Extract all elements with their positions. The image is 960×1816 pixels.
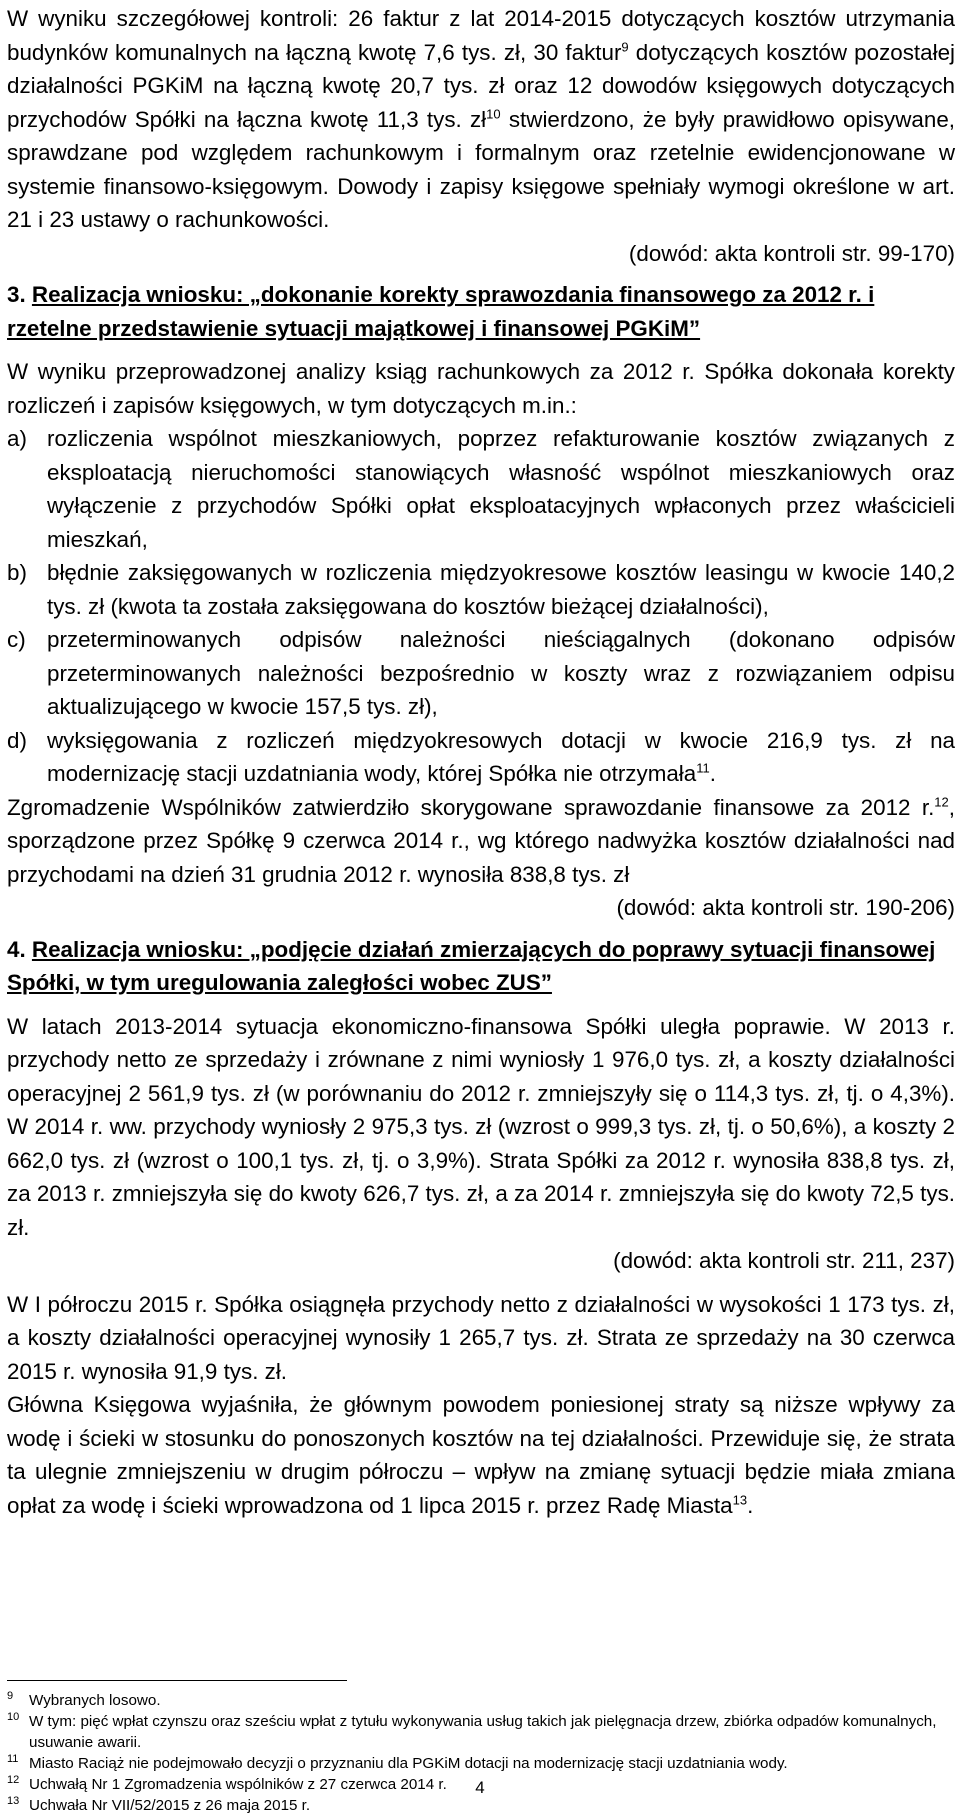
list-marker: a): [7, 426, 27, 451]
footnote-text: Uchwała Nr VII/52/2015 z 26 maja 2015 r.: [29, 1797, 311, 1814]
footnote-ref-12[interactable]: 12: [934, 794, 949, 810]
list-marker: b): [7, 560, 27, 585]
evidence-reference: (dowód: akta kontroli str. 99-170): [628, 240, 955, 266]
text-span: W wyniku szczegółowej kontroli: 26 faktur z lat 2014-2015 dotyczących kosztów utrzymania budynków komunalnych na łączną kwotę 7,6 tys. zł, 30 faktur: [7, 6, 955, 65]
list-item: [7, 724, 955, 791]
paragraph-financial-situation: W latach 2013-2014 sytuacja ekonomiczno-finansowa Spółki uległa poprawie. W 2013 r. przychody netto ze sprzedaży i zrównane z nimi wyniosły 1 976,0 tys. zł, a koszty działalności operacyjnej 2 561,9 tys. zł (w porównaniu do 2012 r. zmniejszyły się o 114,3 tys. zł, tj. o 4,3%). W 2014 r. ww. przychody wyniosły 2 975,3 tys. zł (wzrost o 999,3 tys. zł, tj. o 50,6%), a koszty 2 662,0 tys. zł (wzrost o 100,1 tys. zł, tj. o 3,9%). Strata Spółki za 2012 r. wynosiła 838,8 tys. zł, za 2013 r. zmniejszyła się do kwoty 626,7 tys. zł, a za 2014 r. zmniejszyła się do kwoty 72,5 tys. zł.: [7, 1013, 955, 1240]
footnote-ref-10[interactable]: 10: [486, 106, 501, 122]
section-heading-3: [7, 278, 955, 345]
corrections-list: [7, 422, 955, 791]
main-text: [7, 2, 955, 1522]
heading-text: Realizacja wniosku: „dokonanie korekty sprawozdania finansowego za 2012 r. i rzetelne przedstawienie sytuacji majątkowej i finansowej PGKiM”: [7, 282, 875, 341]
footnote-number: 12: [7, 1774, 20, 1786]
paragraph-half-year: W I półroczu 2015 r. Spółka osiągnęła przychody netto z działalności w wysokości 1 173 tys. zł, a koszty działalności operacyjnej wynosiły 1 265,7 tys. zł. Strata ze sprzedaży na 30 czerwca 2015 r. wynosiła 91,9 tys. zł.: [7, 1291, 955, 1384]
heading-number: 3.: [7, 282, 26, 307]
paragraph-shareholders: [7, 791, 955, 892]
footnote-separator: [7, 1680, 347, 1681]
footnote-text: Miasto Raciąż nie podejmowało decyzji o przyznaniu dla PGKiM dotacji na modernizację stacji uzdatniania wody.: [29, 1755, 788, 1772]
text-span: , sporządzone przez Spółkę 9 czerwca 2014 r., wg którego nadwyżka kosztów działalności nad przychodami na dzień 31 grudnia 2012 r. wynosiła 838,8 tys. zł: [7, 794, 955, 887]
evidence-reference: (dowód: akta kontroli str. 190-206): [616, 895, 955, 920]
footnote-9: [7, 1690, 955, 1711]
footnote-10: [7, 1711, 955, 1753]
text-span: .: [709, 761, 716, 786]
page-number: 4: [475, 1778, 485, 1797]
footnote-ref-11[interactable]: 11: [696, 760, 710, 776]
footnote-ref-9[interactable]: 9: [621, 39, 629, 55]
footnote-text: Uchwałą Nr 1 Zgromadzenia wspólników z 27 czerwca 2014 r.: [29, 1776, 447, 1793]
text-span: Zgromadzenie Wspólników zatwierdziło skorygowane sprawozdanie finansowe za 2012 r.: [7, 794, 935, 820]
footnote-text: W tym: pięć wpłat czynszu oraz sześciu wpłat z tytułu wykonywania usług takich jak pielęgnacja drzew, zbiórka odpadów komunalnych, usuwanie awarii.: [29, 1713, 937, 1751]
footnote-number: 10: [7, 1711, 20, 1723]
text-span: dotyczących kosztów pozostałej działalności PGKiM na łączną kwotę 20,7 tys. zł oraz 12 dowodów księgowych dotyczących przychodów Spółki na łączna kwotę 11,3 tys. zł: [7, 39, 955, 132]
footnote-13: [7, 1795, 955, 1816]
list-marker: c): [7, 627, 26, 652]
heading-text: Realizacja wniosku: „podjęcie działań zmierzających do poprawy sytuacji finansowej Spółki, w tym uregulowania zaległości wobec ZUS”: [7, 936, 936, 995]
text-span: .: [747, 1492, 754, 1518]
paragraph-analysis: W wyniku przeprowadzonej analizy ksiąg rachunkowych za 2012 r. Spółka dokonała korekty rozliczeń i zapisów księgowych, w tym dotyczących m.in.:: [7, 359, 955, 418]
footnote-text: Wybranych losowo.: [29, 1692, 161, 1709]
footnote-ref-13[interactable]: 13: [732, 1492, 748, 1508]
footnote-number: 13: [7, 1795, 20, 1807]
list-item-text: przeterminowanych odpisów należności nieściągalnych (dokonano odpisów przeterminowanych należności bezpośrednio w koszty wraz z rozwiązaniem odpisu aktualizującego w kwocie 157,5 tys. zł),: [47, 627, 955, 719]
list-item: [7, 623, 955, 724]
list-marker: d): [7, 727, 27, 753]
footnote-number: 11: [7, 1753, 19, 1765]
paragraph-detailed-control: [7, 2, 955, 237]
list-item-text: błędnie zaksięgowanych w rozliczenia międzyokresowe kosztów leasingu w kwocie 140,2 tys. zł (kwota ta została zaksięgowana do kosztów bieżącej działalności),: [47, 560, 955, 619]
list-item: [7, 422, 955, 556]
list-item-text: wyksięgowania z rozliczeń międzyokresowych dotacji w kwocie 216,9 tys. zł na modernizację stacji uzdatniania wody, której Spółka nie otrzymała: [47, 727, 955, 786]
text-span: stwierdzono, że były prawidłowo opisywane, sprawdzane pod względem rachunkowym i formalnym oraz rzetelnie ewidencjonowane w systemie finansowo-księgowym. Dowody i zapisy księgowe spełniały wymogi określone w art. 21 i 23 ustawy o rachunkowości.: [7, 106, 955, 232]
footnote-11: [7, 1753, 955, 1774]
evidence-reference: (dowód: akta kontroli str. 211, 237): [613, 1248, 955, 1273]
text-span: Główna Księgowa wyjaśniła, że głównym powodem poniesionej straty są niższe wpływy za wodę i ścieki w stosunku do ponoszonych kosztów na tej działalności. Przewiduje się, że strata ta ulegnie zmniejszeniu w drugim półroczu – wpływ na zmianę sytuacji będzie miała zmiana opłat za wodę i ścieki wprowadzona od 1 lipca 2015 r. przez Radę Miasta: [7, 1392, 955, 1518]
list-item-text: rozliczenia wspólnot mieszkaniowych, poprzez refakturowanie kosztów związanych z eksploatacją nieruchomości stanowiących własność wspólnot mieszkaniowych oraz wyłączenie z przychodów Spółki opłat eksploatacyjnych wpłaconych przez właścicieli mieszkań,: [47, 426, 955, 552]
footnote-number: 9: [7, 1690, 14, 1702]
heading-number: 4.: [7, 936, 26, 962]
section-heading-4: [7, 933, 955, 1000]
list-item: [7, 556, 955, 623]
paragraph-chief-accountant: [7, 1388, 955, 1522]
